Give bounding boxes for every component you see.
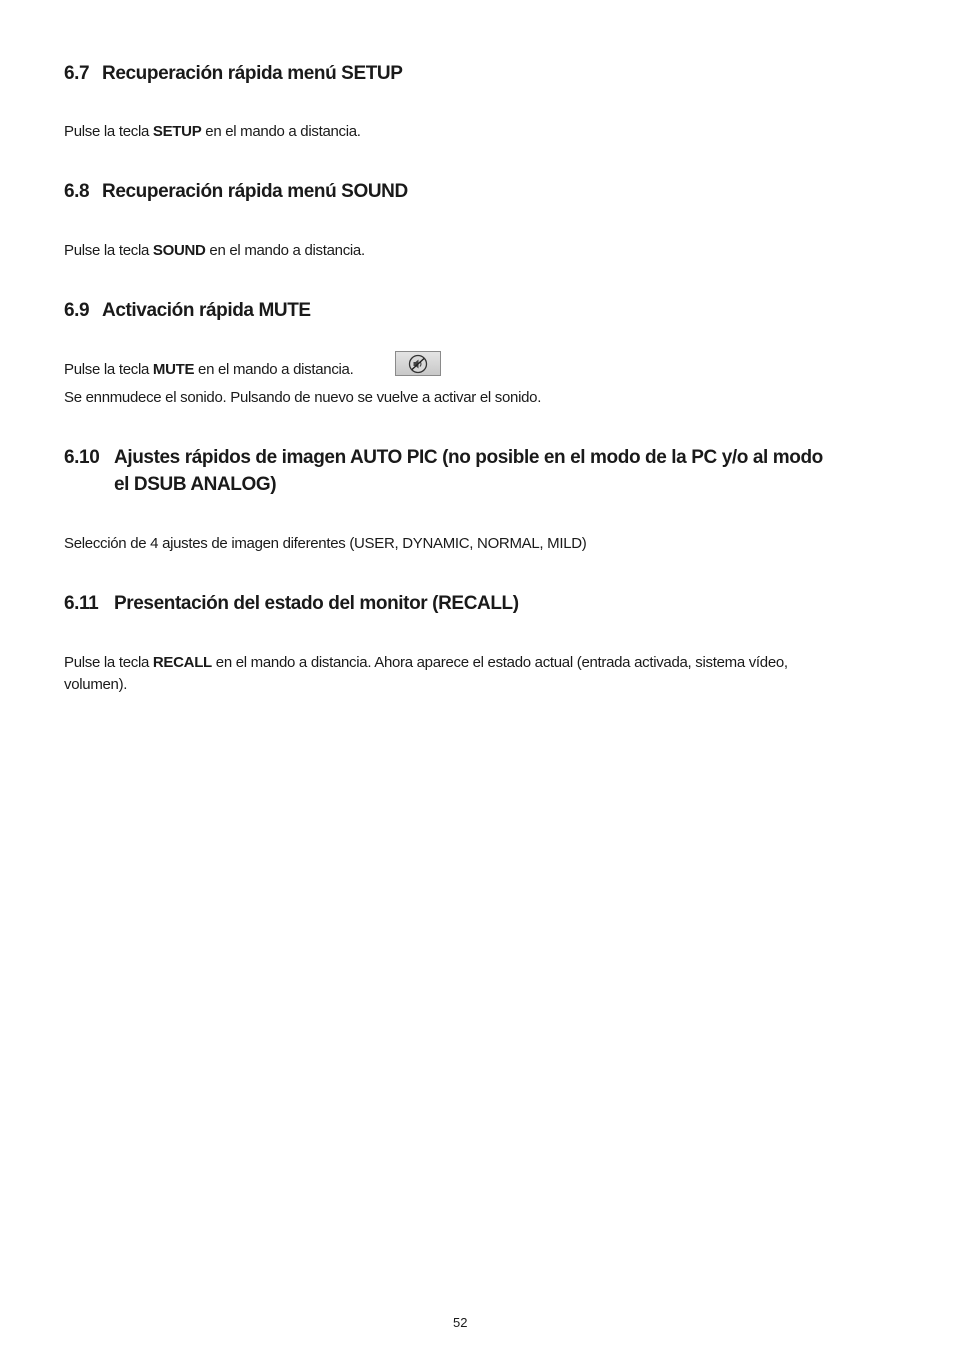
text-fragment: Pulse la tecla xyxy=(64,654,153,671)
section-number: 6.7 xyxy=(64,63,90,84)
key-name: SOUND xyxy=(152,242,206,259)
text-fragment: en el mando a distancia. Ahora aparece el estado actual (entrada activada, sistema vídeo, xyxy=(211,654,788,671)
section-title: Recuperación rápida menú SOUND xyxy=(102,181,408,202)
section-6-11-heading xyxy=(64,593,519,615)
section-6-8-heading xyxy=(64,181,408,203)
section-6-7-heading xyxy=(64,63,403,85)
section-6-9-text xyxy=(64,359,353,380)
mute-speaker-icon xyxy=(407,354,429,374)
section-6-10-text: Selección de 4 ajustes de imagen diferentes (USER, DYNAMIC, NORMAL, MILD) xyxy=(64,535,587,552)
key-name: RECALL xyxy=(152,654,212,671)
section-6-10-heading xyxy=(64,447,823,469)
section-title: Ajustes rápidos de imagen AUTO PIC (no posible en el modo de la PC y/o al modo xyxy=(114,447,823,468)
key-name: SETUP xyxy=(152,123,202,140)
text-fragment: Pulse la tecla xyxy=(64,361,153,378)
section-title: Presentación del estado del monitor (RECALL) xyxy=(114,593,519,614)
section-number: 6.8 xyxy=(64,181,90,202)
section-6-10-heading-line2: el DSUB ANALOG) xyxy=(114,474,277,495)
section-6-9-text-line2: Se ennmudece el sonido. Pulsando de nuevo se vuelve a activar el sonido. xyxy=(64,389,542,406)
section-6-8-text xyxy=(64,240,365,261)
text-fragment: en el mando a distancia. xyxy=(205,242,365,259)
section-6-11-text xyxy=(64,652,788,673)
text-fragment: en el mando a distancia. xyxy=(194,361,354,378)
section-6-11-text-line2: volumen). xyxy=(64,676,128,693)
section-6-9-heading xyxy=(64,300,311,322)
key-name: MUTE xyxy=(152,361,195,378)
text-fragment: en el mando a distancia. xyxy=(201,123,361,140)
section-title: Recuperación rápida menú SETUP xyxy=(102,63,403,84)
text-fragment: Pulse la tecla xyxy=(64,123,153,140)
section-number: 6.10 xyxy=(64,447,100,468)
section-number: 6.9 xyxy=(64,300,90,321)
section-number: 6.11 xyxy=(64,593,99,614)
section-6-7-text xyxy=(64,121,361,142)
section-title: Activación rápida MUTE xyxy=(102,300,311,321)
mute-button-illustration xyxy=(395,351,441,376)
page-number: 52 xyxy=(453,1315,468,1330)
text-fragment: Pulse la tecla xyxy=(64,242,153,259)
